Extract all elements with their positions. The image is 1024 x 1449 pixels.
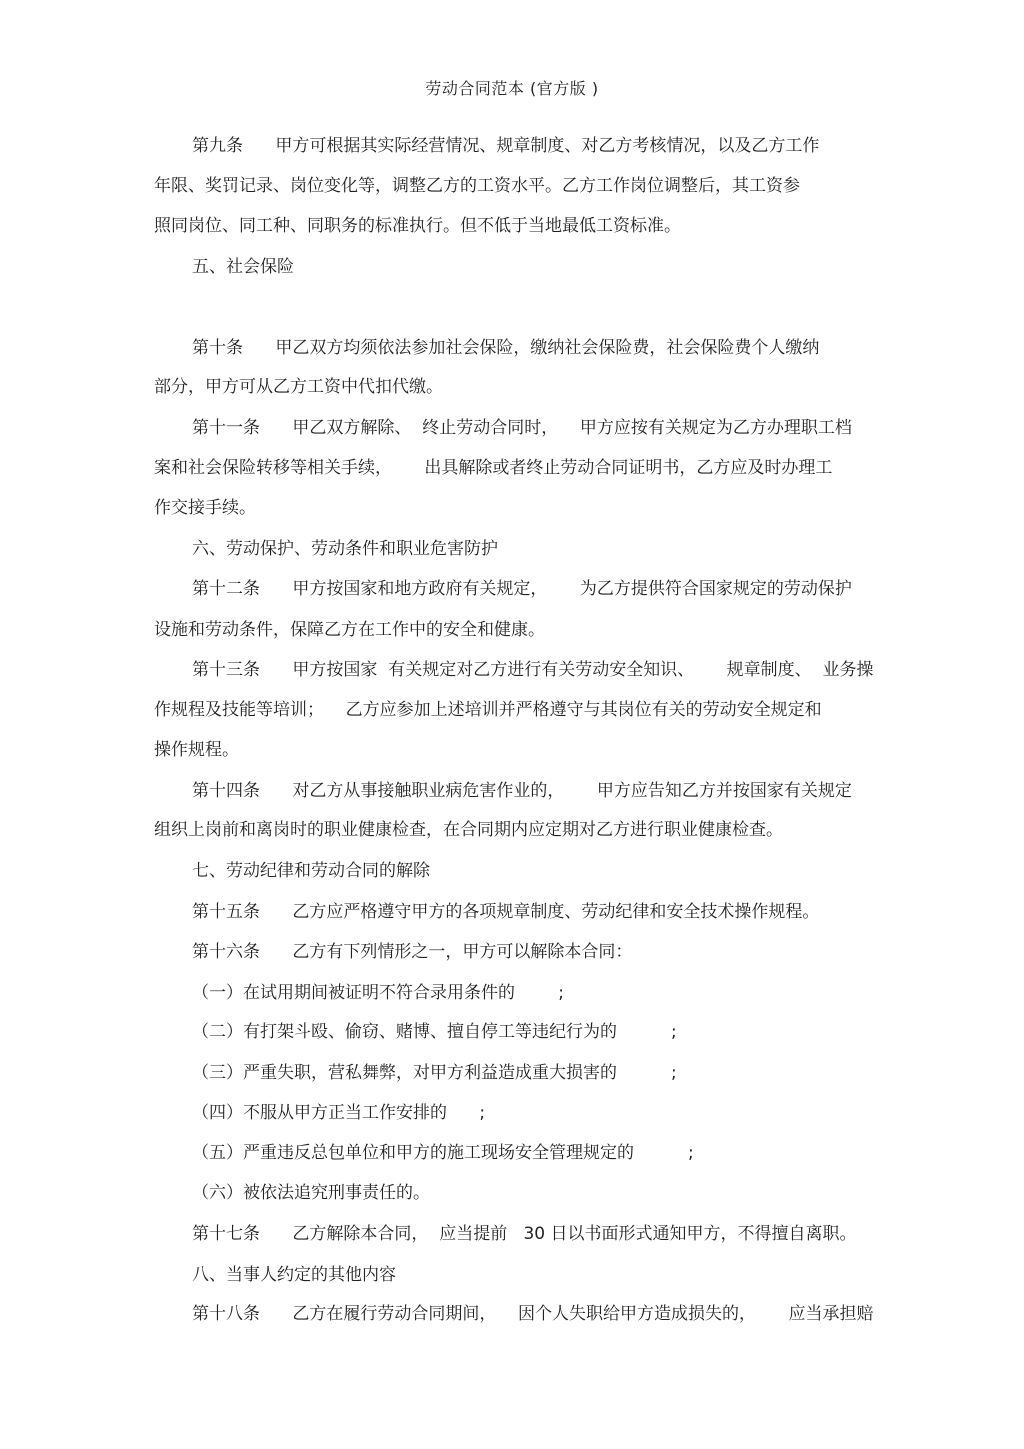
article-9-line-1: 第九条 甲方可根据其实际经营情况、规章制度、对乙方考核情况，以及乙方工作: [192, 136, 820, 156]
section-8-heading: 八、当事人约定的其他内容: [192, 1265, 396, 1285]
article-12-line-2: 设施和劳动条件，保障乙方在工作中的安全和健康。: [154, 620, 545, 640]
article-14-line-2: 组织上岗前和离岗时的职业健康检查，在合同期内应定期对乙方进行职业健康检查。: [154, 820, 783, 840]
section-5-heading: 五、社会保险: [192, 257, 294, 277]
article-11-line-3: 作交接手续。: [154, 498, 256, 518]
article-12-line-1: 第十二条 甲方按国家和地方政府有关规定， 为乙方提供符合国家规定的劳动保护: [192, 579, 852, 599]
article-13-line-2: 作规程及技能等培训； 乙方应参加上述培训并严格遵守与其岗位有关的劳动安全规定和: [154, 700, 822, 720]
list-item-2: （二）有打架斗殴、偷窃、赌博、擅自停工等违纪行为的 ;: [192, 1022, 677, 1042]
article-11-line-1: 第十一条 甲乙双方解除、 终止劳动合同时， 甲方应按有关规定为乙方办理职工档: [192, 418, 852, 438]
article-11-line-2: 案和社会保险转移等相关手续， 出具解除或者终止劳动合同证明书，乙方应及时办理工: [154, 458, 833, 478]
article-10-line-2: 部分，甲方可从乙方工资中代扣代缴。: [154, 377, 443, 397]
list-item-3: （三）严重失职，营私舞弊，对甲方利益造成重大损害的 ;: [192, 1063, 677, 1083]
article-14-line-1: 第十四条 对乙方从事接触职业病危害作业的， 甲方应告知乙方并按国家有关规定: [192, 781, 852, 801]
article-9-line-2: 年限、奖罚记录、岗位变化等，调整乙方的工资水平。乙方工作岗位调整后，其工资参: [154, 176, 800, 196]
article-13-line-1: 第十三条 甲方按国家 有关规定对乙方进行有关劳动安全知识、 规章制度、 业务操: [192, 660, 874, 680]
list-item-1: （一）在试用期间被证明不符合录用条件的 ;: [192, 983, 564, 1003]
list-item-5: （五）严重违反总包单位和甲方的施工现场安全管理规定的 ;: [192, 1143, 694, 1163]
article-16-line-1: 第十六条 乙方有下列情形之一，甲方可以解除本合同：: [192, 942, 633, 962]
article-9-line-3: 照同岗位、同工种、同职务的标准执行。但不低于当地最低工资标准。: [154, 216, 681, 236]
list-item-4: （四）不服从甲方正当工作安排的 ;: [192, 1103, 486, 1123]
article-15-line-1: 第十五条 乙方应严格遵守甲方的各项规章制度、劳动纪律和安全技术操作规程。: [192, 902, 820, 922]
article-10-line-1: 第十条 甲乙双方均须依法参加社会保险，缴纳社会保险费，社会保险费个人缴纳: [192, 338, 820, 358]
section-6-heading: 六、劳动保护、劳动条件和职业危害防护: [192, 539, 498, 559]
list-item-6: （六）被依法追究刑事责任的。: [192, 1183, 430, 1203]
document-title: 劳动合同范本 (官方版 ): [425, 79, 599, 98]
article-13-line-3: 操作规程。: [154, 740, 239, 760]
article-18-line-1: 第十八条 乙方在履行劳动合同期间， 因个人失职给甲方造成损失的， 应当承担赔: [192, 1304, 874, 1324]
article-17-line-1: 第十七条 乙方解除本合同， 应当提前 30 日以书面形式通知甲方，不得擅自离职。: [192, 1224, 857, 1244]
section-7-heading: 七、劳动纪律和劳动合同的解除: [192, 861, 430, 881]
